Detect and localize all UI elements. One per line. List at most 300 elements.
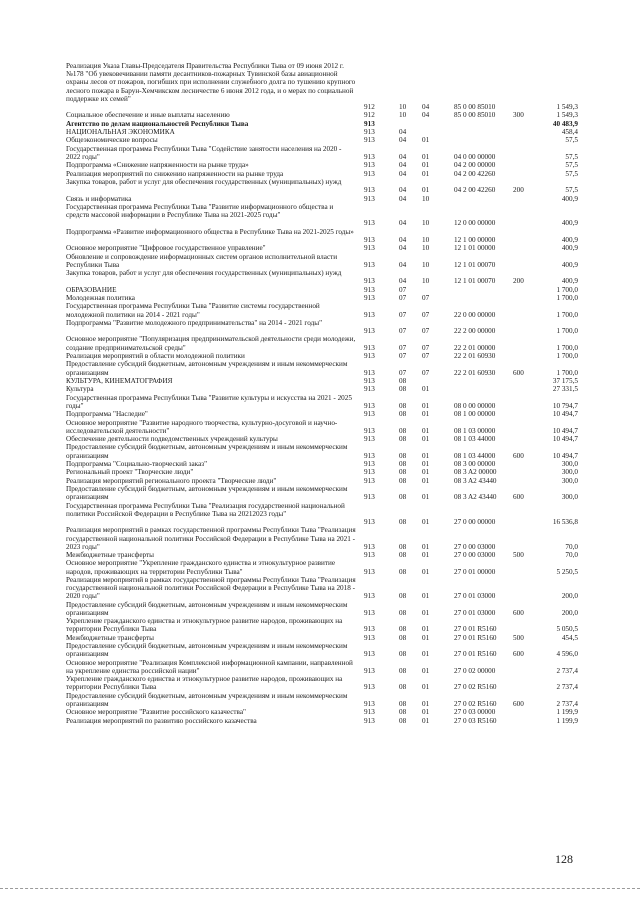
table-row <box>0 128 640 136</box>
row-name: Подпрограмма "Наследие" <box>66 410 148 419</box>
row-ministry-code: 913 <box>364 285 375 294</box>
row-subsection-code: 01 <box>422 608 430 617</box>
table-row <box>0 377 640 385</box>
table-row <box>0 244 640 252</box>
row-ministry-code: 913 <box>364 119 375 128</box>
table-row <box>0 443 640 459</box>
row-name: Реализация мероприятий регионального проекта "Творческие люди" <box>66 476 277 485</box>
row-subsection-code: 07 <box>422 352 430 360</box>
row-ministry-code: 913 <box>364 152 375 161</box>
row-target-article: 08 3 00 00000 <box>454 459 496 468</box>
row-amount: 300,0 <box>561 468 578 477</box>
row-subsection-code: 01 <box>422 551 430 560</box>
row-ministry-code: 913 <box>364 186 375 195</box>
row-section-code: 08 <box>399 385 407 394</box>
row-subsection-code: 01 <box>422 426 430 435</box>
row-ministry-code: 912 <box>364 111 375 120</box>
row-amount: 5 050,5 <box>556 625 578 634</box>
row-target-article: 04 2 00 42260 <box>454 186 496 195</box>
table-row <box>0 253 640 269</box>
row-name: Основное мероприятие "Развитие российского казачества" <box>66 708 246 717</box>
row-section-code: 10 <box>399 103 407 111</box>
row-ministry-code: 913 <box>364 277 375 286</box>
row-section-code: 08 <box>399 625 407 634</box>
row-amount: 1 199,9 <box>556 716 578 725</box>
row-target-article: 22 2 01 60930 <box>454 352 496 360</box>
row-ministry-code: 913 <box>364 542 375 551</box>
row-target-article: 08 1 03 44000 <box>454 451 496 460</box>
row-amount: 1 700,0 <box>556 285 578 294</box>
row-subsection-code: 01 <box>422 708 430 717</box>
row-expense-type: 500 <box>513 551 524 560</box>
row-subsection-code: 01 <box>422 476 430 485</box>
row-subsection-code: 01 <box>422 468 430 477</box>
row-section-code: 08 <box>399 435 407 444</box>
row-amount: 5 250,5 <box>556 567 578 576</box>
row-subsection-code: 01 <box>422 385 430 394</box>
row-section-code: 04 <box>399 136 407 145</box>
row-amount: 200,0 <box>561 592 578 601</box>
row-name: Межбюджетные трансферты <box>66 633 154 642</box>
row-section-code: 04 <box>399 235 407 244</box>
row-target-article: 27 0 02 R5160 <box>454 699 497 708</box>
row-name: Предоставление субсидий бюджетным, автономным учреждениям и иным некоммерческим организациям <box>66 360 348 377</box>
table-row <box>0 195 640 203</box>
row-subsection-code: 07 <box>422 368 430 377</box>
row-name: Предоставление субсидий бюджетным, автономным учреждениям и иным некоммерческим организациям <box>66 642 348 659</box>
row-amount: 400,9 <box>561 260 578 269</box>
row-amount: 57,5 <box>565 136 578 145</box>
row-section-code: 07 <box>399 327 407 336</box>
row-target-article: 27 0 00 00000 <box>454 517 496 526</box>
row-subsection-code: 04 <box>422 103 430 111</box>
row-target-article: 08 0 00 00000 <box>454 401 496 410</box>
row-ministry-code: 913 <box>364 708 375 717</box>
table-row <box>0 617 640 633</box>
row-subsection-code: 07 <box>422 294 430 302</box>
row-amount: 16 536,8 <box>552 517 578 526</box>
row-section-code: 04 <box>399 277 407 286</box>
table-row <box>0 601 640 617</box>
row-name: Закупка товаров, работ и услуг для обеспечения государственных (муниципальных) нужд <box>66 178 342 186</box>
row-subsection-code: 01 <box>422 567 430 576</box>
row-target-article: 04 2 00 42260 <box>454 169 496 178</box>
table-row <box>0 319 640 335</box>
table-row <box>0 170 640 178</box>
row-section-code: 08 <box>399 459 407 468</box>
row-subsection-code: 01 <box>422 493 430 502</box>
row-target-article: 27 0 02 00000 <box>454 666 496 675</box>
row-name: Предоставление субсидий бюджетным, автономным учреждениям и иным некоммерческим организациям <box>66 600 348 617</box>
row-name: Основное мероприятие "Развитие народного творчества, культурно-досуговой и научно-исследовательской деятельности" <box>66 418 338 435</box>
row-target-article: 85 0 00 85010 <box>454 111 496 120</box>
row-name: Обеспечение деятельности подведомственных учреждений культуры <box>66 435 278 444</box>
row-target-article: 12 0 00 00000 <box>454 219 496 228</box>
row-subsection-code: 10 <box>422 194 430 203</box>
row-ministry-code: 913 <box>364 608 375 617</box>
row-ministry-code: 913 <box>364 343 375 352</box>
row-target-article: 12 1 00 00000 <box>454 235 496 244</box>
row-section-code: 08 <box>399 493 407 502</box>
row-subsection-code: 04 <box>422 111 430 120</box>
row-amount: 400,9 <box>561 235 578 244</box>
row-target-article: 85 0 00 85010 <box>454 103 496 111</box>
row-section-code: 07 <box>399 352 407 360</box>
row-section-code: 08 <box>399 542 407 551</box>
row-name: НАЦИОНАЛЬНАЯ ЭКОНОМИКА <box>66 128 175 137</box>
row-section-code: 08 <box>399 401 407 410</box>
row-name: Подпрограмма "Социально-творческий заказ" <box>66 459 208 468</box>
row-section-code: 04 <box>399 194 407 203</box>
row-subsection-code: 01 <box>422 683 430 692</box>
row-ministry-code: 913 <box>364 592 375 601</box>
row-ministry-code: 913 <box>364 401 375 410</box>
row-subsection-code: 10 <box>422 219 430 228</box>
row-subsection-code: 01 <box>422 186 430 195</box>
table-row <box>0 410 640 418</box>
row-name: Укрепление гражданского единства и этнокультурное развитие народов, проживающих на территории Республики Тыва <box>66 617 343 634</box>
table-row <box>0 576 640 601</box>
row-amount: 4 596,0 <box>556 650 578 659</box>
row-amount: 1 549,3 <box>556 103 578 111</box>
row-subsection-code: 01 <box>422 136 430 145</box>
row-amount: 10 794,7 <box>552 401 578 410</box>
row-amount: 1 199,9 <box>556 708 578 717</box>
row-section-code: 08 <box>399 517 407 526</box>
row-target-article: 27 0 01 03000 <box>454 592 496 601</box>
row-ministry-code: 913 <box>364 136 375 145</box>
row-name: Подпрограмма «Развитие информационного общества в Республике Тыва на 2021-2025 годы» <box>66 227 354 236</box>
row-ministry-code: 913 <box>364 169 375 178</box>
bottom-divider <box>0 888 640 889</box>
row-name: Государственная программа Республики Тыва "Содействие занятости населения на 2020 - 2022 годы" <box>66 144 342 161</box>
row-amount: 57,5 <box>565 169 578 178</box>
row-name: Основное мероприятие "Популяризация предпринимательской деятельности среди молодежи, создание предпринимательской среды" <box>66 335 356 352</box>
row-ministry-code: 913 <box>364 294 375 302</box>
table-row <box>0 352 640 360</box>
row-amount: 300,0 <box>561 459 578 468</box>
row-ministry-code: 913 <box>364 435 375 444</box>
row-subsection-code: 10 <box>422 277 430 286</box>
row-subsection-code: 01 <box>422 169 430 178</box>
row-target-article: 27 0 01 00000 <box>454 567 496 576</box>
row-section-code: 04 <box>399 128 407 137</box>
table-row <box>0 419 640 435</box>
row-target-article: 04 2 00 00000 <box>454 161 496 170</box>
row-name: Подпрограмма «Снижение напряженности на рынке труда» <box>66 161 249 170</box>
table-row <box>0 111 640 119</box>
row-amount: 458,4 <box>561 128 578 137</box>
row-amount: 57,5 <box>565 152 578 161</box>
table-row <box>0 559 640 575</box>
row-ministry-code: 912 <box>364 103 375 111</box>
row-section-code: 07 <box>399 310 407 319</box>
row-section-code: 07 <box>399 294 407 302</box>
row-subsection-code: 07 <box>422 310 430 319</box>
table-row <box>0 692 640 708</box>
table-row <box>0 502 640 527</box>
row-subsection-code: 01 <box>422 459 430 468</box>
row-ministry-code: 913 <box>364 244 375 253</box>
row-expense-type: 300 <box>513 111 524 120</box>
row-ministry-code: 913 <box>364 625 375 634</box>
row-section-code: 08 <box>399 592 407 601</box>
table-row <box>0 708 640 716</box>
row-expense-type: 200 <box>513 186 524 195</box>
row-amount: 1 549,3 <box>556 111 578 120</box>
row-target-article: 27 0 00 03000 <box>454 551 496 560</box>
row-expense-type: 600 <box>513 451 524 460</box>
row-ministry-code: 913 <box>364 376 375 385</box>
row-amount: 40 483,9 <box>552 119 578 128</box>
row-ministry-code: 913 <box>364 385 375 394</box>
row-subsection-code: 10 <box>422 235 430 244</box>
row-ministry-code: 913 <box>364 128 375 137</box>
row-amount: 300,0 <box>561 476 578 485</box>
row-section-code: 08 <box>399 699 407 708</box>
row-name: Реализация мероприятий по снижению напряженности на рынке труда <box>66 169 284 178</box>
row-section-code: 08 <box>399 708 407 717</box>
row-name: Основное мероприятие "Реализация Комплексной информационной кампании, направленной на укрепление единства российской нации" <box>66 658 353 675</box>
row-section-code: 07 <box>399 285 407 294</box>
table-row <box>0 269 640 285</box>
row-amount: 400,9 <box>561 277 578 286</box>
table-row <box>0 302 640 318</box>
row-target-article: 27 0 01 R5160 <box>454 633 497 642</box>
row-name: Агентство по делам национальностей Республики Тыва <box>66 119 249 128</box>
row-name: Государственная программа Республики Тыва "Развитие культуры и искусства на 2021 - 2025 годы" <box>66 393 352 410</box>
row-ministry-code: 913 <box>364 368 375 377</box>
row-amount: 1 700,0 <box>556 294 578 302</box>
row-section-code: 08 <box>399 608 407 617</box>
row-target-article: 08 3 A2 00000 <box>454 468 497 477</box>
page-number: 128 <box>555 852 573 866</box>
row-section-code: 08 <box>399 567 407 576</box>
row-target-article: 12 1 01 00070 <box>454 277 496 286</box>
row-section-code: 08 <box>399 476 407 485</box>
table-row <box>0 286 640 294</box>
row-name: Реализация мероприятий в рамках государственной программы Республики Тыва "Реализация государственной национальной политики Российской Федерации в Республике Тыва на 2021 - 2023 годы" <box>66 526 356 551</box>
row-amount: 10 494,7 <box>552 435 578 444</box>
row-target-article: 08 1 03 00000 <box>454 426 496 435</box>
row-name: Реализация Указа Главы-Председателя Правительства Республики Тыва от 09 июня 2012 г. №178 "Об увековечивании памяти десантников-пожарных Тувинской базы авиационной охраны лесов от пожаров, погибших при исполнении служебного долга по тушению крупного лесного пожара в Барун-Хемчикском лесничестве 6 июня 2012 года, и о мерах по социальной поддержке их семей" <box>66 62 356 103</box>
row-ministry-code: 913 <box>364 352 375 360</box>
row-ministry-code: 913 <box>364 476 375 485</box>
row-subsection-code: 01 <box>422 410 430 419</box>
row-amount: 2 737,4 <box>556 683 578 692</box>
row-section-code: 08 <box>399 426 407 435</box>
table-row <box>0 717 640 725</box>
row-name: Молодежная политика <box>66 294 135 302</box>
row-amount: 37 175,5 <box>552 376 578 385</box>
table-row <box>0 360 640 376</box>
row-target-article: 27 0 02 R5160 <box>454 683 497 692</box>
row-subsection-code: 01 <box>422 152 430 161</box>
row-ministry-code: 913 <box>364 310 375 319</box>
table-row <box>0 294 640 302</box>
row-section-code: 08 <box>399 650 407 659</box>
row-name: ОБРАЗОВАНИЕ <box>66 285 117 294</box>
row-ministry-code: 913 <box>364 633 375 642</box>
row-amount: 1 700,0 <box>556 310 578 319</box>
row-target-article: 04 0 00 00000 <box>454 152 496 161</box>
row-section-code: 08 <box>399 376 407 385</box>
row-amount: 200,0 <box>561 608 578 617</box>
row-section-code: 08 <box>399 683 407 692</box>
row-expense-type: 200 <box>513 277 524 286</box>
row-target-article: 22 2 01 00000 <box>454 343 496 352</box>
row-amount: 27 331,5 <box>552 385 578 394</box>
row-name: Реализация мероприятий в области молодежной политики <box>66 352 245 360</box>
row-amount: 10 494,7 <box>552 426 578 435</box>
row-section-code: 07 <box>399 343 407 352</box>
row-section-code: 08 <box>399 468 407 477</box>
row-subsection-code: 01 <box>422 401 430 410</box>
row-name: Закупка товаров, работ и услуг для обеспечения государственных (муниципальных) нужд <box>66 269 342 278</box>
row-target-article: 22 2 01 60930 <box>454 368 496 377</box>
row-section-code: 08 <box>399 551 407 560</box>
row-target-article: 22 0 00 00000 <box>454 310 496 319</box>
row-subsection-code: 01 <box>422 161 430 170</box>
row-name: Региональный проект "Творческие люди" <box>66 468 194 477</box>
row-ministry-code: 913 <box>364 699 375 708</box>
row-subsection-code: 01 <box>422 451 430 460</box>
row-ministry-code: 913 <box>364 194 375 203</box>
row-amount: 57,5 <box>565 161 578 170</box>
row-section-code: 04 <box>399 219 407 228</box>
row-amount: 70,0 <box>565 542 578 551</box>
row-subsection-code: 01 <box>422 542 430 551</box>
table-row <box>0 675 640 691</box>
table-row <box>0 228 640 244</box>
row-target-article: 27 0 03 00000 <box>454 708 496 717</box>
row-name: Основное мероприятие "Цифровое государственное управление" <box>66 244 266 253</box>
row-ministry-code: 913 <box>364 551 375 560</box>
row-target-article: 27 0 00 03000 <box>454 542 496 551</box>
row-subsection-code: 07 <box>422 343 430 352</box>
row-ministry-code: 913 <box>364 567 375 576</box>
row-name: Общеэкономические вопросы <box>66 136 158 145</box>
row-ministry-code: 913 <box>364 426 375 435</box>
row-section-code: 04 <box>399 161 407 170</box>
row-name: Подпрограмма "Развитие молодежного предпринимательства" на 2014 - 2021 годы" <box>66 318 323 327</box>
table-row <box>0 477 640 485</box>
row-amount: 400,9 <box>561 244 578 253</box>
row-ministry-code: 913 <box>364 683 375 692</box>
row-target-article: 27 0 03 R5160 <box>454 716 497 725</box>
row-section-code: 04 <box>399 169 407 178</box>
row-name: Реализация мероприятий по развитию российского казачества <box>66 716 257 725</box>
row-subsection-code: 01 <box>422 592 430 601</box>
row-subsection-code: 10 <box>422 260 430 269</box>
row-name: Обновление и сопровождение информационных систем органов исполнительной власти Республики Тыва <box>66 252 338 269</box>
row-amount: 10 494,7 <box>552 451 578 460</box>
row-name: Государственная программа Республики Тыва "Реализация государственной национальной политики Российской Федерации в Республике Тыва на 20212023 годы" <box>66 501 345 518</box>
row-expense-type: 500 <box>513 633 524 642</box>
row-expense-type: 600 <box>513 608 524 617</box>
table-row <box>0 145 640 161</box>
row-subsection-code: 01 <box>422 699 430 708</box>
table-row <box>0 485 640 501</box>
row-amount: 57,5 <box>565 186 578 195</box>
row-subsection-code: 01 <box>422 666 430 675</box>
table-row <box>0 136 640 144</box>
row-name: Культура <box>66 385 94 394</box>
table-row <box>0 178 640 194</box>
row-target-article: 08 1 03 44000 <box>454 435 496 444</box>
row-section-code: 08 <box>399 410 407 419</box>
row-subsection-code: 01 <box>422 625 430 634</box>
table-row <box>0 659 640 675</box>
row-amount: 10 494,7 <box>552 410 578 419</box>
row-expense-type: 600 <box>513 699 524 708</box>
row-amount: 1 700,0 <box>556 368 578 377</box>
row-ministry-code: 913 <box>364 235 375 244</box>
row-section-code: 07 <box>399 368 407 377</box>
row-name: Укрепление гражданского единства и этнокультурное развитие народов, проживающих на территории Республики Тыва <box>66 675 343 692</box>
table-row <box>0 634 640 642</box>
row-name: Связь и информатика <box>66 194 132 203</box>
table-row <box>0 62 640 111</box>
row-section-code: 04 <box>399 244 407 253</box>
table-row <box>0 468 640 476</box>
row-subsection-code: 07 <box>422 327 430 336</box>
row-name: Государственная программа Республики Тыва "Развитие системы государственной молодежной политики на 2014 - 2021 годы" <box>66 302 320 319</box>
row-section-code: 08 <box>399 633 407 642</box>
row-target-article: 12 1 01 00000 <box>454 244 496 253</box>
row-name: Предоставление субсидий бюджетным, автономным учреждениям и иным некоммерческим организациям <box>66 691 348 708</box>
table-row <box>0 642 640 658</box>
row-ministry-code: 913 <box>364 459 375 468</box>
row-name: Государственная программа Республики Тыва "Развитие информационного общества и средств массовой информации в Республике Тыва на 2021-2025 годы" <box>66 202 334 220</box>
table-row <box>0 161 640 169</box>
table-row <box>0 435 640 443</box>
table-row <box>0 385 640 393</box>
table-row <box>0 120 640 128</box>
row-section-code: 04 <box>399 152 407 161</box>
row-amount: 1 700,0 <box>556 352 578 360</box>
row-section-code: 08 <box>399 716 407 725</box>
row-amount: 1 700,0 <box>556 327 578 336</box>
table-row <box>0 335 640 351</box>
row-target-article: 22 2 00 00000 <box>454 327 496 336</box>
row-target-article: 12 1 01 00070 <box>454 260 496 269</box>
row-name: Межбюджетные трансферты <box>66 551 154 560</box>
row-ministry-code: 913 <box>364 666 375 675</box>
row-target-article: 27 0 01 R5160 <box>454 650 497 659</box>
row-subsection-code: 01 <box>422 517 430 526</box>
table-row <box>0 460 640 468</box>
row-name: Основное мероприятие "Укрепление гражданского единства и этнокультурное развитие народов, проживающих на территории Республики Тыва" <box>66 559 336 576</box>
row-target-article: 08 1 00 00000 <box>454 410 496 419</box>
row-target-article: 27 0 01 R5160 <box>454 625 497 634</box>
row-amount: 454,5 <box>561 633 578 642</box>
row-target-article: 08 3 A2 43440 <box>454 476 497 485</box>
row-name: КУЛЬТУРА, КИНЕМАТОГРАФИЯ <box>66 376 173 385</box>
table-row <box>0 526 640 551</box>
row-ministry-code: 913 <box>364 161 375 170</box>
row-ministry-code: 913 <box>364 260 375 269</box>
row-subsection-code: 10 <box>422 244 430 253</box>
row-target-article: 08 3 A2 43440 <box>454 493 497 502</box>
row-expense-type: 600 <box>513 493 524 502</box>
row-amount: 2 737,4 <box>556 699 578 708</box>
row-target-article: 27 0 01 03000 <box>454 608 496 617</box>
row-expense-type: 600 <box>513 368 524 377</box>
row-ministry-code: 913 <box>364 716 375 725</box>
row-section-code: 04 <box>399 260 407 269</box>
row-ministry-code: 913 <box>364 219 375 228</box>
